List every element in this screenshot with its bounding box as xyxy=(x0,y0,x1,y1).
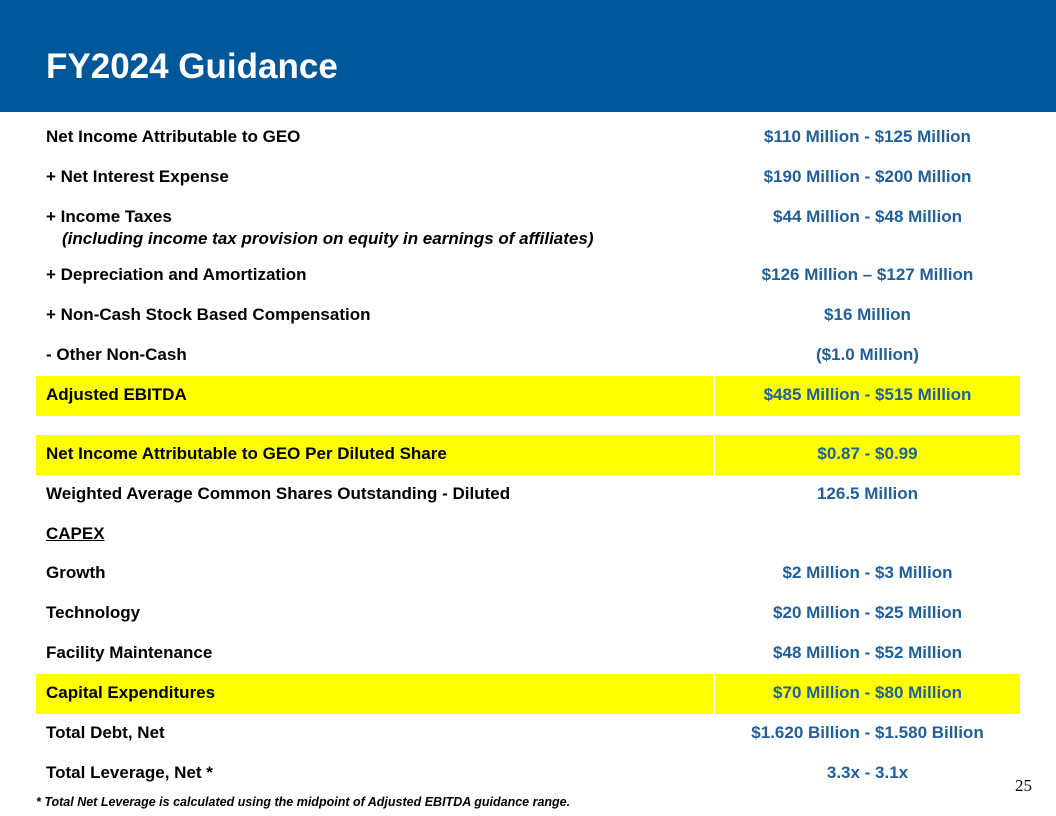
row-value: $2 Million - $3 Million xyxy=(782,563,953,582)
row-label: Capital Expenditures xyxy=(36,674,713,714)
row-total-leverage xyxy=(36,754,1020,792)
row-capex-heading xyxy=(36,515,1020,553)
row-growth xyxy=(36,554,1020,592)
row-other-non-cash xyxy=(36,336,1020,374)
row-label: Net Income Attributable to GEO xyxy=(46,127,301,146)
row-net-interest-expense xyxy=(36,158,1020,196)
row-label: + Depreciation and Amortization xyxy=(46,265,307,284)
row-value: 126.5 Million xyxy=(816,484,919,503)
row-eps xyxy=(36,435,1020,475)
row-value: $110 Million - $125 Million xyxy=(764,127,971,146)
row-label: Net Income Attributable to GEO Per Diluted Share xyxy=(36,435,713,475)
row-label-cell xyxy=(36,515,713,553)
row-label: Adjusted EBITDA xyxy=(36,376,713,416)
row-label: Weighted Average Common Shares Outstanding - Diluted xyxy=(46,484,511,503)
row-label: Growth xyxy=(46,563,106,582)
row-label: Facility Maintenance xyxy=(46,643,213,662)
header-banner xyxy=(0,0,1056,112)
row-total-debt xyxy=(36,714,1020,752)
row-value: $70 Million - $80 Million xyxy=(715,674,1020,714)
row-adjusted-ebitda xyxy=(36,376,1020,416)
row-label: - Other Non-Cash xyxy=(46,345,187,364)
row-value: $190 Million - $200 Million xyxy=(763,167,972,186)
row-value: ($1.0 Million) xyxy=(816,345,919,364)
row-value: $0.87 - $0.99 xyxy=(715,435,1020,475)
row-value: $1.620 Billion - $1.580 Billion xyxy=(751,723,984,742)
row-depreciation xyxy=(36,256,1020,294)
row-value: $20 Million - $25 Million xyxy=(773,603,962,622)
row-shares-outstanding xyxy=(36,475,1020,513)
row-value: $48 Million - $52 Million xyxy=(773,643,962,662)
row-value: $44 Million - $48 Million xyxy=(773,207,962,226)
page-number: 25 xyxy=(1015,776,1032,795)
row-net-income xyxy=(36,118,1020,156)
row-value: $485 Million - $515 Million xyxy=(715,376,1020,416)
row-value: 3.3x - 3.1x xyxy=(826,763,909,782)
row-facility-maintenance xyxy=(36,634,1020,672)
row-sublabel: (including income tax provision on equity in earnings of affiliates) xyxy=(62,229,594,248)
row-technology xyxy=(36,594,1020,632)
row-value xyxy=(715,515,1020,553)
row-label: + Income Taxes xyxy=(46,207,172,226)
row-income-taxes xyxy=(36,198,1020,254)
row-capital-expenditures xyxy=(36,674,1020,714)
row-label: + Net Interest Expense xyxy=(46,167,229,186)
row-label: Total Leverage, Net * xyxy=(46,763,213,782)
row-value: $16 Million xyxy=(824,305,911,324)
row-label: Total Debt, Net xyxy=(46,723,165,742)
row-label: + Non-Cash Stock Based Compensation xyxy=(46,305,371,324)
row-value: $126 Million – $127 Million xyxy=(761,265,974,284)
page-title: FY2024 Guidance xyxy=(46,47,338,86)
row-stock-compensation xyxy=(36,296,1020,334)
row-label-cell xyxy=(36,198,713,254)
row-label: Technology xyxy=(46,603,141,622)
row-label: CAPEX xyxy=(46,524,105,543)
footnote: * Total Net Leverage is calculated using the midpoint of Adjusted EBITDA guidance range. xyxy=(36,795,571,809)
